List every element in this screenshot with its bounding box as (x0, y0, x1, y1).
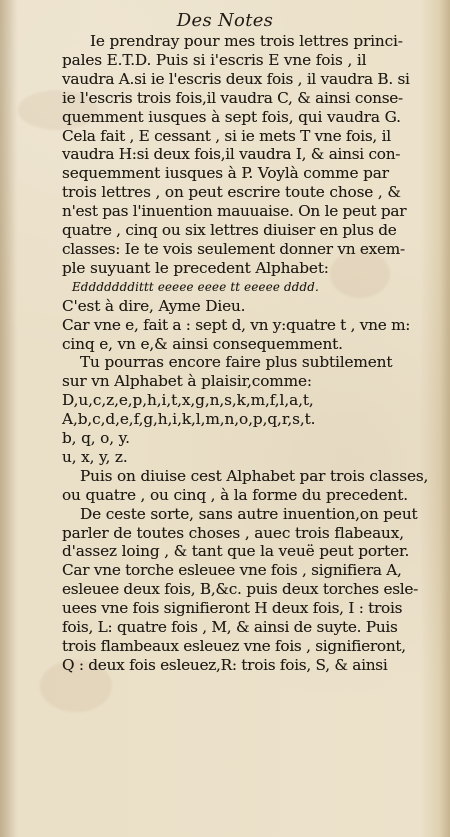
text-line: ou quatre , ou cinq , à la forme du precedent. (62, 485, 408, 504)
alphabet-line: D,u,c,z,e,p,h,i,t,x,g,n,s,k,m,f,l,a,t, (62, 391, 314, 410)
cipher-example-line: Edddddddittt eeeee eeee tt eeeee dddd. (72, 279, 319, 294)
text-line: vaudra A.si ie l'escris deux fois , il vaudra B. si (62, 69, 410, 88)
text-line: sequemment iusques à P. Voylà comme par (62, 164, 389, 183)
text-line: uees vne fois signifieront H deux fois, I : trois (62, 599, 403, 618)
alphabet-line: b, q, o, y. (62, 429, 130, 448)
alphabet-line: A,b,c,d,e,f,g,h,i,k,l,m,n,o,p,q,r,s,t. (62, 410, 316, 429)
text-line: De ceste sorte, sans autre inuention,on peut (80, 504, 418, 523)
text-line: trois lettres , on peut escrire toute chose , & (62, 183, 401, 202)
text-line: ie l'escris trois fois,il vaudra C, & ainsi conse- (62, 88, 403, 107)
text-line: Cela fait , E cessant , si ie mets T vne fois, il (62, 126, 391, 145)
text-line: Q : deux fois esleuez,R: trois fois, S, & ainsi (62, 655, 388, 674)
text-line: ple suyuant le precedent Alphabet: (62, 258, 329, 277)
text-line: n'est pas l'inuention mauuaise. On le peut par (62, 202, 407, 221)
text-line: quatre , cinq ou six lettres diuiser en plus de (62, 221, 397, 240)
text-line: quemment iusques à sept fois, qui vaudra G. (62, 107, 401, 126)
alphabet-line: u, x, y, z. (62, 447, 128, 466)
text-line: d'assez loing , & tant que la veuë peut porter. (62, 542, 410, 561)
binding-shadow (0, 0, 18, 837)
text-line: parler de toutes choses , auec trois flabeaux, (62, 523, 404, 542)
text-line: esleuee deux fois, B,&c. puis deux torches esle- (62, 580, 419, 599)
text-line: sur vn Alphabet à plaisir,comme: (62, 372, 312, 391)
text-line: fois, L: quatre fois , M, & ainsi de suyte. Puis (62, 618, 398, 637)
page-text-block (62, 32, 427, 675)
text-line: Tu pourras encore faire plus subtilement (80, 353, 393, 372)
text-line: trois flambeaux esleuez vne fois , signifieront, (62, 637, 406, 655)
running-header: Des Notes (176, 10, 274, 31)
text-line: Ie prendray pour mes trois lettres princi- (90, 32, 403, 50)
text-line: Car vne e, fait a : sept d, vn y:quatre t , vne m: (62, 315, 411, 334)
text-line: pales E.T.D. Puis si i'escris E vne fois , il (62, 50, 367, 69)
text-line: vaudra H:si deux fois,il vaudra I, & ainsi con- (62, 145, 401, 164)
text-line: cinq e, vn e,& ainsi consequemment. (62, 334, 343, 353)
text-line: Car vne torche esleuee vne fois , signifiera A, (62, 561, 402, 580)
text-line: C'est à dire, Ayme Dieu. (62, 296, 246, 315)
text-line: classes: Ie te vois seulement donner vn exem- (62, 239, 405, 258)
page-edge-shadow (440, 0, 450, 837)
text-line: Puis on diuise cest Alphabet par trois classes, (80, 466, 429, 485)
